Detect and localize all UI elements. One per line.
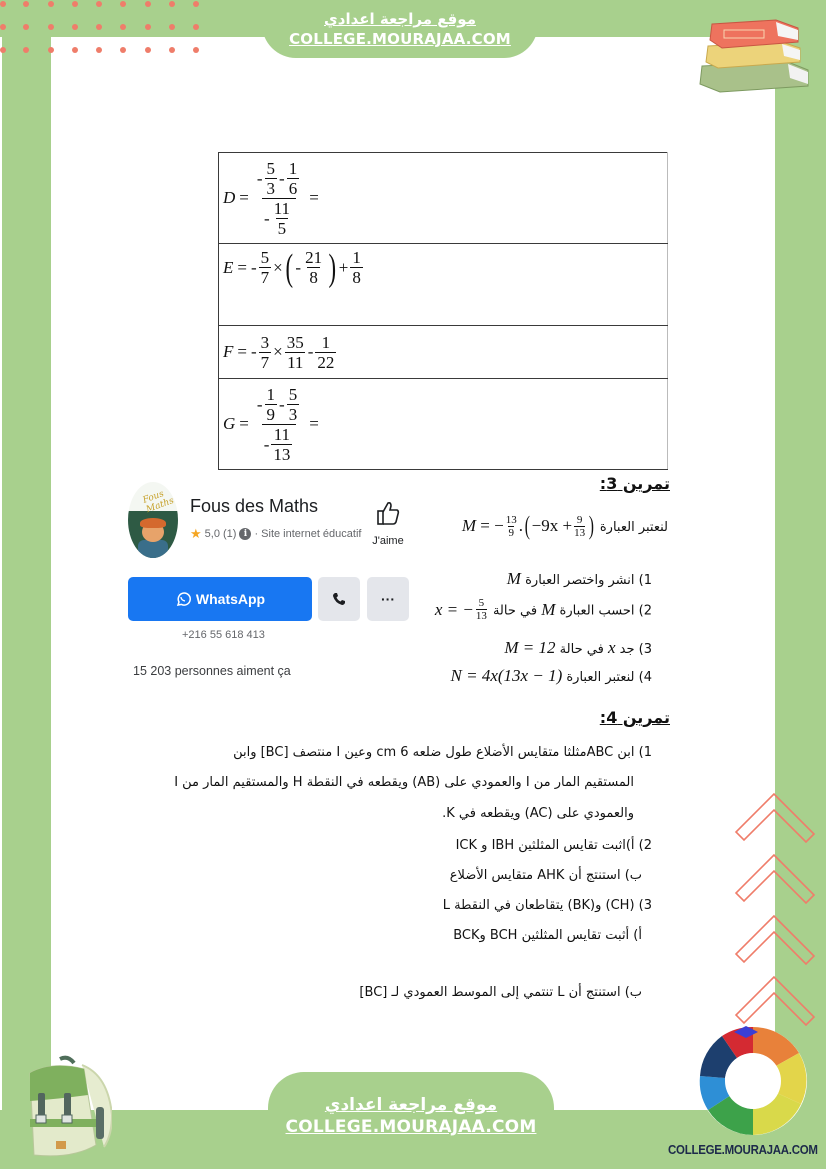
header-banner <box>262 0 538 58</box>
expressions-table <box>218 152 668 470</box>
exercise-3-item-3: 3) جد x في حالة M = 12 <box>504 638 652 657</box>
footer-banner <box>268 1072 554 1169</box>
header-site-name: موقع مراجعة اعدادي <box>324 10 476 28</box>
backpack-icon <box>12 1055 112 1163</box>
exercise-4-line-1: 1) ابن ABCمثلثا متقايس الأضلاع طول ضلعه 6 cm وعين I منتصف [BC] وابن <box>233 745 652 760</box>
expression-g: G = - $\frac{1}{9}$ - $\frac{5}{3}$ - $\frac{11}{13}$ = <box>223 384 319 464</box>
exercise-4-title: تمرين 4: <box>599 708 670 727</box>
expression-d: D = - $\frac{5}{3}$ - $\frac{1}{6}$ - $\frac{11}{5}$ = <box>223 158 319 238</box>
footer-site-name: موقع مراجعة اعدادي <box>324 1095 498 1115</box>
page-phone[interactable]: +216 55 618 413 <box>182 629 265 641</box>
exercise-4-line-3: والعمودي على (AC) ويقطعه في K. <box>442 806 634 821</box>
expression-f: F = - $\frac{3}{7}$ × $\frac{35}{11}$ - $\frac{1}{22}$ <box>223 332 335 372</box>
exercise-4-line-7: أ) أثبت تقايس المثلثين BCH وBCK <box>453 928 642 943</box>
exercise-4-line-6: 3) (CH) و(BK) يتقاطعان في النقطة L <box>442 898 652 913</box>
like-button[interactable] <box>368 500 408 547</box>
whatsapp-button[interactable] <box>128 577 312 621</box>
exercise-4-line-5: ب) استنتج أن AHK متقايس الأضلاع <box>449 868 642 883</box>
whatsapp-icon <box>175 591 191 607</box>
exercise-3-item-2: 2) احسب العبارة M في حالة x = − $\frac{5}{13}$ <box>434 597 652 622</box>
call-button[interactable] <box>318 577 360 621</box>
exercise-3-statement: لنعتبر العبارة M = − $\frac{13}{9}$ . ( −9x + $\frac{9}{13}$ ) <box>461 511 668 540</box>
star-icon: ★ <box>190 526 202 541</box>
whatsapp-label: WhatsApp <box>195 591 266 607</box>
page-name[interactable]: Fous des Maths <box>190 496 319 516</box>
page-likes-count: 15 203 personnes aiment ça <box>133 664 291 678</box>
exercise-3-item-1: 1) انشر واختصر العبارة M <box>506 569 652 588</box>
expression-row-f <box>219 326 668 379</box>
exercise-4-line-2: المستقيم المار من I والعمودي على (AB) ويقطعه في النقطة H والمستقيم المار من I <box>174 775 634 790</box>
expression-e: E = - $\frac{5}{7}$ × ( - $\frac{21}{8}$ ) + $\frac{1}{8}$ <box>223 246 361 289</box>
more-icon: ··· <box>381 591 395 607</box>
page-avatar[interactable]: Fous Maths <box>128 482 178 558</box>
exercise-3-title: تمرين 3: <box>599 474 670 493</box>
like-label: J'aime <box>372 535 404 547</box>
expression-row-e <box>219 244 668 326</box>
decorative-dot-grid <box>0 0 220 60</box>
page-category: · Site internet éducatif <box>254 528 362 540</box>
thumbs-up-icon <box>376 500 400 526</box>
page-meta <box>190 526 361 542</box>
facebook-page-card <box>128 478 410 688</box>
exercise-4-line-8: ب) استنتج أن L تنتمي إلى الموسط العمودي لـ [BC] <box>359 985 642 1000</box>
expression-m: M = − $\frac{13}{9}$ . ( −9x + $\frac{9}{13}$ ) <box>461 511 594 540</box>
expression-row-g <box>219 379 668 470</box>
books-stack-icon <box>690 12 820 94</box>
exercise-3-item-4: 4) لنعتبر العبارة N = 4x(13x − 1) <box>450 666 652 685</box>
footer-logo-text: COLLEGE.MOURAJAA.COM <box>668 1143 818 1157</box>
exercise-4-line-4: 2) أ)اثبت تقايس المثلثين IBH و ICK <box>455 838 652 853</box>
page-rating: 5,0 (1) <box>204 528 237 540</box>
subjects-wheel-logo-icon <box>694 1022 812 1140</box>
phone-icon <box>332 592 346 606</box>
chevron-up-decorations-icon <box>732 790 822 1040</box>
frame-left-band <box>2 0 51 1169</box>
header-site-url[interactable]: COLLEGE.MOURAJAA.COM <box>289 30 511 48</box>
expression-row-d <box>219 153 668 244</box>
footer-site-url[interactable]: COLLEGE.MOURAJAA.COM <box>285 1117 537 1137</box>
more-options-button[interactable] <box>367 577 409 621</box>
info-icon[interactable]: i <box>239 528 251 540</box>
